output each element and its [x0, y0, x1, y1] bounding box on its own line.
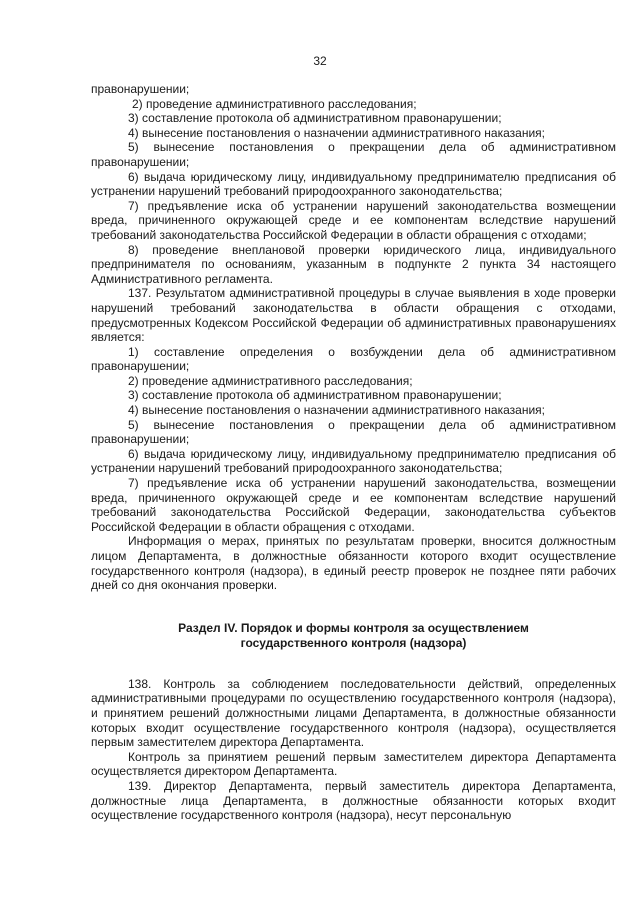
paragraph: правонарушении;	[91, 82, 190, 96]
paragraph: 138. Контроль за соблюдением последовательности действий, определенных административными процедурами по осуществлению государственного контроля (надзора), и принятием решений должностными лицами Департамента, в должностные обязанности которых входит осуществление государственного контроля (надзора), осуществляется первым заместителем директора Департамента.	[91, 676, 616, 750]
paragraph: 3) составление протокола об административном правонарушении;	[128, 111, 502, 126]
paragraph: 5) вынесение постановления о прекращении дела об административном правонарушении;	[91, 417, 616, 447]
paragraph: 2) проведение административного расследования;	[128, 373, 413, 388]
paragraph-group-bottom	[91, 677, 616, 823]
paragraph: 6) выдача юридическому лицу, индивидуальному предпринимателю предписания об устранении нарушений требований природоохранного законодательства;	[91, 169, 616, 199]
paragraph-group-top	[91, 82, 616, 593]
paragraph: 7) предъявление иска об устранении нарушений законодательства, возмещении вреда, причиненного окружающей среде и ее компонентам вследствие нарушений требований законодательства Российской Федерации, законодательства субъектов Российской Федерации в области обращения с отходами.	[91, 476, 616, 534]
paragraph: Информация о мерах, принятых по результатам проверки, вносится должностным лицом Департамента, в должностные обязанности которого входит осуществление государственного контроля (надзора), в единый реестр проверок не позднее пяти рабочих дней со дня окончания проверки.	[91, 534, 616, 593]
paragraph: 4) вынесение постановления о назначении административного наказания;	[128, 125, 545, 140]
paragraph: 3) составление протокола об административном правонарушении;	[128, 388, 502, 403]
paragraph: 137. Результатом административной процедуры в случае выявления в ходе проверки нарушений требований законодательства в области обращения с отходами, предусмотренных Кодексом Российской Федерации об административных правонарушениях является:	[91, 286, 616, 345]
paragraph: 5) вынесение постановления о прекращении дела об административном правонарушении;	[91, 140, 616, 169]
paragraph: 7) предъявление иска об устранении нарушений законодательства возмещении вреда, причиненного окружающей среде и ее компонентам вследствие нарушений требований законодательства Российской Федерации в области обращения с отходами;	[91, 198, 616, 242]
paragraph: Контроль за принятием решений первым заместителем директора Департамента осуществляется директором Департамента.	[91, 749, 616, 779]
paragraph: 8) проведение внеплановой проверки юридического лица, индивидуального предпринимателя по основаниям, указанным в подпункте 2 пункта 34 настоящего Административного регламента.	[91, 242, 616, 286]
paragraph: 139. Директор Департамента, первый заместитель директора Департамента, должностные лица Департамента, в должностные обязанности которых входит осуществление государственного контроля (надзора), несут персональную	[91, 778, 616, 823]
section-heading	[91, 621, 616, 651]
section-heading-line-2: государственного контроля (надзора)	[240, 635, 467, 650]
document-body	[91, 82, 616, 823]
paragraph: 4) вынесение постановления о назначении административного наказания;	[128, 403, 545, 418]
section-heading-line-1: Раздел IV. Порядок и формы контроля за осуществлением	[178, 620, 529, 635]
paragraph: 1) составление определения о возбуждении дела об административном правонарушении;	[91, 344, 616, 374]
page-number: 32	[313, 54, 327, 68]
paragraph: 6) выдача юридическому лицу, индивидуальному предпринимателю предписания об устранении нарушений требований природоохранного законодательства;	[91, 446, 616, 476]
paragraph: 2) проведение административного расследования;	[132, 96, 417, 111]
